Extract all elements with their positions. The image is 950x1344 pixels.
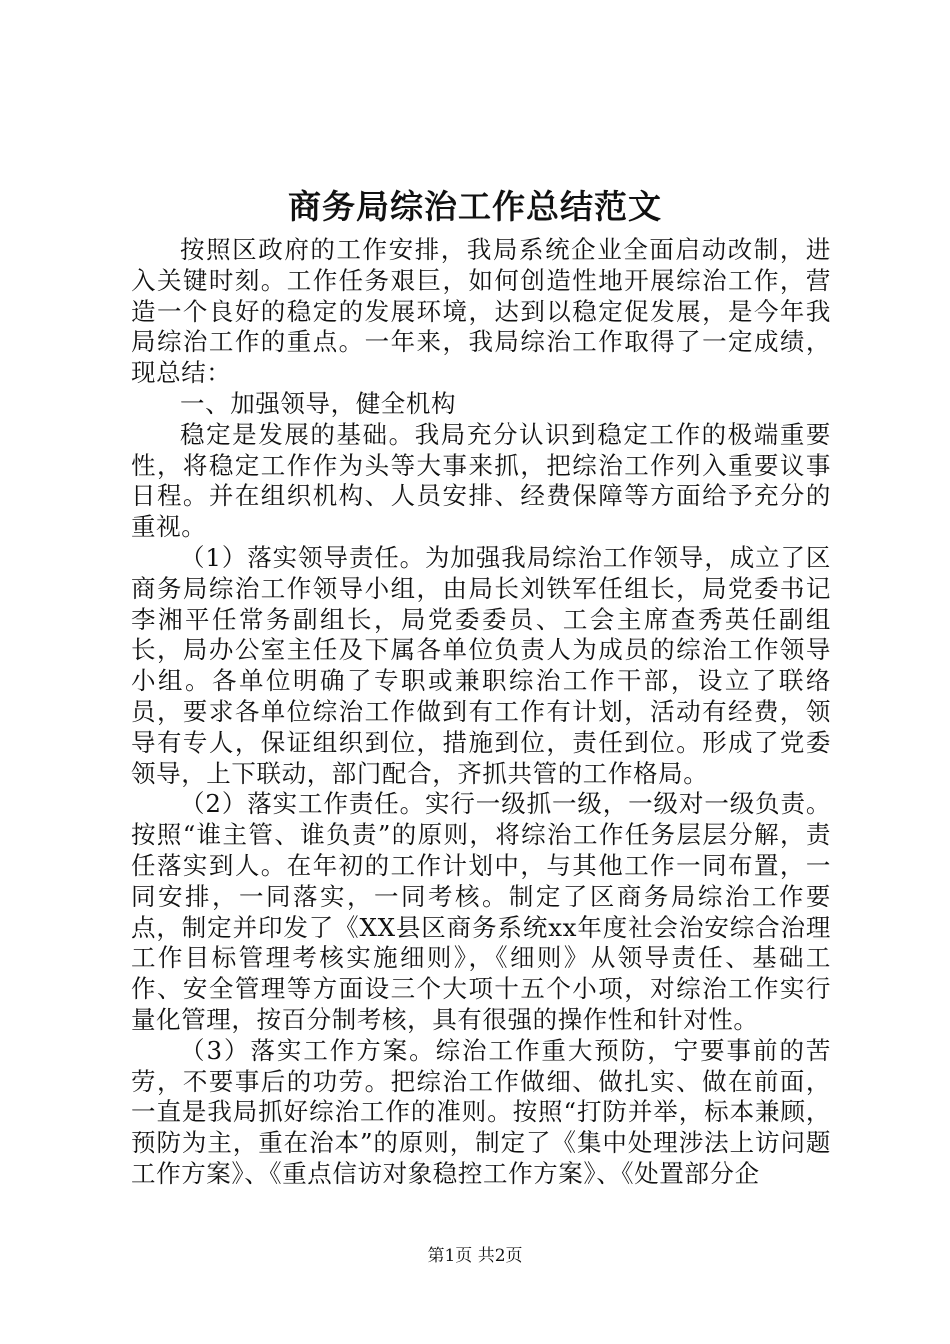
body-paragraph: （1）落实领导责任。为加强我局综治工作领导，成立了区商务局综治工作领导小组，由局长刘铁军任组长，局党委书记李湘平任常务副组长，局党委委员、工会主席查秀英任副组长，局办公室主任及下属各单位负责人为成员的综治工作领导小组。各单位明确了专职或兼职综治工作干部，设立了联络员，要求各单位综治工作做到有工作有计划，活动有经费，领导有专人，保证组织到位，措施到位，责任到位。形成了党委领导，上下联动，部门配合，齐抓共管的工作格局。 [131, 542, 831, 788]
body-paragraph: （3）落实工作方案。综治工作重大预防，宁要事前的苦劳，不要事后的功劳。把综治工作做细、做扎实、做在前面，一直是我局抓好综治工作的准则。按照“打防并举，标本兼顾，预防为主，重在治本”的原则，制定了《集中处理涉法上访问题工作方案》、《重点信访对象稳控工作方案》、《处置部分企 [131, 1035, 831, 1188]
body-paragraph: （2）落实工作责任。实行一级抓一级，一级对一级负责。按照“谁主管、谁负责”的原则，将综治工作任务层层分解，责任落实到人。在年初的工作计划中，与其他工作一同布置，一同安排，一同落实，一同考核。制定了区商务局综治工作要点，制定并印发了《XX县区商务系统xx年度社会治安综合治理工作目标管理考核实施细则》，《细则》从领导责任、基础工作、安全管理等方面设三个大项十五个小项，对综治工作实行量化管理，按百分制考核，具有很强的操作性和针对性。 [131, 789, 831, 1034]
page-indicator: 第1页 共2页 [427, 1246, 523, 1266]
intro-paragraph: 按照区政府的工作安排，我局系统企业全面启动改制，进入关键时刻。工作任务艰巨，如何创造性地开展综治工作，营造一个良好的稳定的发展环境，达到以稳定促发展，是今年我局综治工作的重点。一年来，我局综治工作取得了一定成绩，现总结： [131, 235, 831, 388]
section-heading: 一、加强领导，健全机构 [180, 388, 457, 418]
body-paragraph: 稳定是发展的基础。我局充分认识到稳定工作的极端重要性，将稳定工作作为头等大事来抓，把综治工作列入重要议事日程。并在组织机构、人员安排、经费保障等方面给予充分的重视。 [131, 419, 831, 542]
document-body [131, 235, 831, 1190]
document-title: 商务局综治工作总结范文 [288, 187, 662, 226]
